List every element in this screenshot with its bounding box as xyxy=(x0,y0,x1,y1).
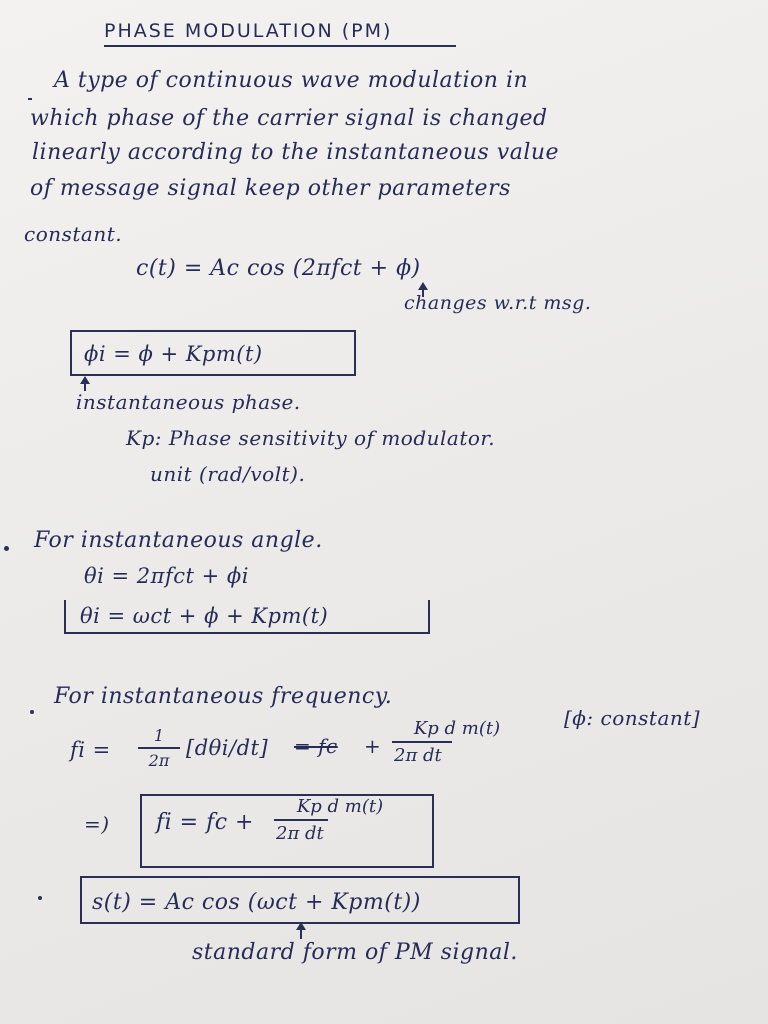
bullet-dot xyxy=(30,710,34,714)
definition-line-1: A type of continuous wave modulation in xyxy=(54,68,529,93)
fraction-numerator: 1 xyxy=(153,726,165,745)
fraction-bar xyxy=(138,747,180,749)
carrier-annotation: changes w.r.t msg. xyxy=(404,292,592,314)
carrier-equation: c(t) = Ac cos (2πfct + ϕ) xyxy=(136,256,421,281)
page-title: PHASE MODULATION (PM) xyxy=(104,20,393,42)
fraction-denominator: 2π xyxy=(148,750,170,770)
fi-boxed-lhs: fi = fc + xyxy=(156,810,254,835)
fraction-one-over-2pi xyxy=(138,726,180,770)
definition-line-5: constant. xyxy=(24,222,123,246)
bullet-dot xyxy=(38,896,42,900)
frequency-heading: For instantaneous frequency. xyxy=(54,684,393,709)
fraction-numerator: Kp d m(t) xyxy=(413,718,501,739)
fraction-denominator: 2π dt xyxy=(394,744,442,766)
pm-signal-formula: s(t) = Ac cos (ωct + Kpm(t)) xyxy=(92,890,421,915)
kp-definition: Kp: Phase sensitivity of modulator. xyxy=(126,426,496,450)
kp-unit: unit (rad/volt). xyxy=(150,462,306,486)
fraction-bar xyxy=(392,741,452,743)
fraction-bar xyxy=(274,819,328,821)
fi-lhs: fi = xyxy=(70,738,111,762)
implies-symbol: =) xyxy=(84,812,110,836)
definition-line-4: of message signal keep other parameters xyxy=(30,176,511,201)
title-underline xyxy=(104,45,456,47)
plus-sign: + xyxy=(364,734,382,758)
dash-marker xyxy=(28,98,32,100)
kp-derivative-fraction xyxy=(384,718,530,766)
angle-heading: For instantaneous angle. xyxy=(34,528,323,553)
phase-formula: ϕi = ϕ + Kpm(t) xyxy=(84,342,263,366)
bullet-dot xyxy=(4,546,9,551)
derivative-bracket: [dθi/dt] xyxy=(186,736,269,760)
pm-signal-caption: standard form of PM signal. xyxy=(192,940,518,965)
boxed-derivative-fraction xyxy=(266,796,414,844)
angle-boxed-formula: θi = ωct + ϕ + Kpm(t) xyxy=(80,604,329,628)
struck-fc: = fc xyxy=(294,734,338,758)
fraction-denominator: 2π dt xyxy=(276,822,324,844)
arrow-stem xyxy=(300,929,302,939)
definition-line-3: linearly according to the instantaneous value xyxy=(32,140,560,165)
phase-label: instantaneous phase. xyxy=(76,390,301,414)
phi-constant-note: [ϕ: constant] xyxy=(564,706,701,730)
angle-equation: θi = 2πfct + ϕi xyxy=(84,564,249,588)
fraction-numerator: Kp d m(t) xyxy=(296,796,384,817)
definition-line-2: which phase of the carrier signal is changed xyxy=(30,106,548,131)
